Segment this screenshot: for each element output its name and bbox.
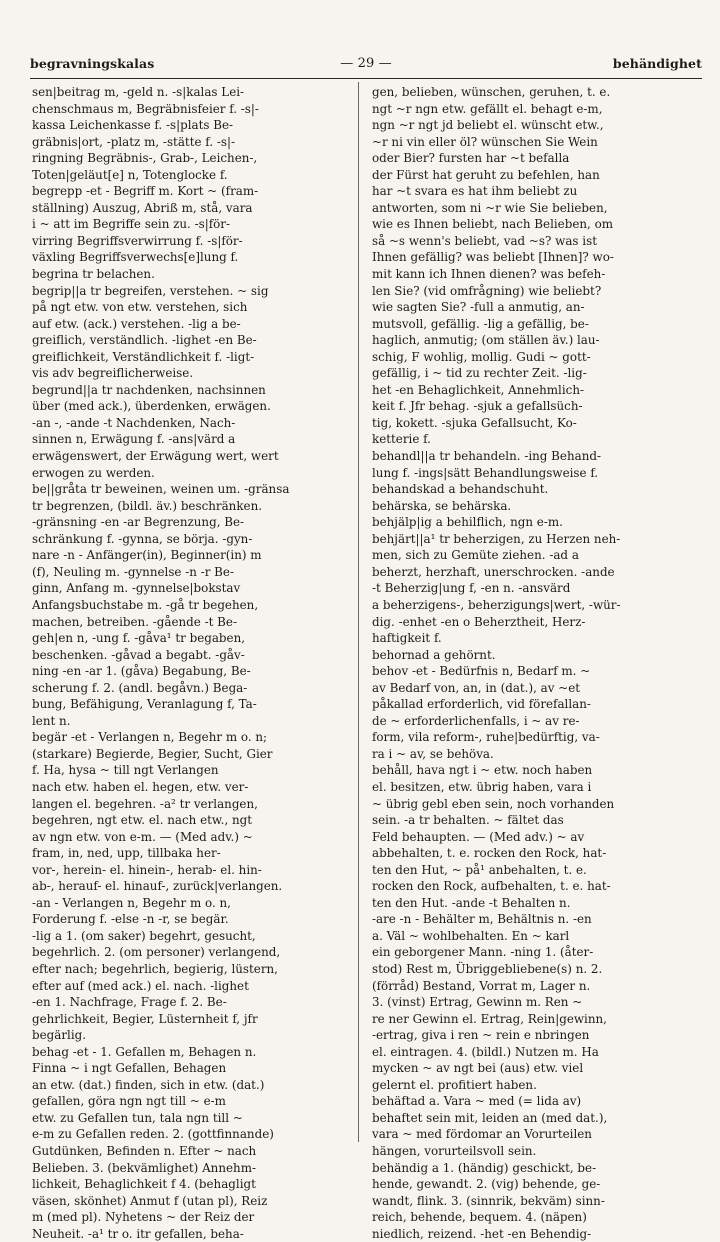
- entry-line: dig. -enhet -en o Beherztheit, Herz-: [372, 614, 586, 629]
- entry-line: behag -et - 1. Gefallen m, Behagen n.: [32, 1044, 257, 1059]
- entry-line: a beherzigens-, beherzigungs|wert, -wür-: [372, 597, 621, 612]
- entry-line: über (med ack.), überdenken, erwägen.: [32, 399, 271, 414]
- entry-line: der Fürst hat geruht zu befehlen, han: [372, 167, 600, 182]
- entry-line: 3. (vinst) Ertrag, Gewinn m. Ren ~: [372, 995, 583, 1010]
- entry-line: reich, behende, bequem. 4. (näpen): [372, 1210, 587, 1225]
- entry-line: kassa Leichenkasse f. -s|plats Be-: [32, 118, 234, 133]
- entry-line: begär -et - Verlangen n, Begehr m o. n;: [32, 730, 268, 745]
- entry-line: (f), Neuling m. -gynnelse -n -r Be-: [32, 564, 234, 579]
- entry-line: Belieben. 3. (bekvämlighet) Annehm-: [32, 1160, 256, 1175]
- entry-line: ngn ~r ngt jd beliebt el. wünscht etw.,: [372, 118, 604, 133]
- entry-line: av Bedarf von, an, in (dat.), av ~et: [372, 680, 581, 695]
- entry-line: ab-, herauf- el. hinauf-, zurück|verlangen.: [32, 879, 283, 894]
- entry-line: stod) Rest m, Übriggebliebene(s) n. 2.: [372, 961, 603, 976]
- entry-line: begehren, ngt etw. el. nach etw., ngt: [32, 813, 253, 828]
- entry-line: form, vila reform-, ruhe|bedürftig, va-: [372, 730, 600, 745]
- entry-line: a. Väl ~ wohlbehalten. En ~ karl: [372, 928, 570, 943]
- entry-line: Feld behaupten. — (Med adv.) ~ av: [372, 829, 585, 844]
- entry-line: auf etw. (ack.) verstehen. -lig a be-: [32, 316, 241, 331]
- entry-line: Anfangsbuchstabe m. -gå tr begehen,: [32, 597, 259, 612]
- entry-line: begrepp -et - Begriff m. Kort ~ (fram-: [32, 184, 259, 199]
- entry-line: ginn, Anfang m. -gynnelse|bokstav: [32, 581, 241, 596]
- entry-line: -an - Verlangen n, Begehr m o. n,: [32, 895, 231, 910]
- entry-line: oder Bier? fursten har ~t befalla: [372, 151, 570, 166]
- entry-line: av ngn etw. von e-m. — (Med adv.) ~: [32, 829, 253, 844]
- entry-line: i ~ att im Begriffe sein zu. -s|för-: [32, 217, 230, 232]
- entry-line: keit f. Jfr behag. -sjuk a gefallsüch-: [372, 399, 583, 414]
- entry-line: vara ~ med fördomar an Vorurteilen: [372, 1127, 592, 1142]
- entry-line: lichkeit, Behaglichkeit f 4. (behagligt: [32, 1177, 256, 1192]
- entry-line: e-m zu Gefallen reden. 2. (gottfinnande): [32, 1127, 274, 1142]
- entry-line: vis adv begreiflicherweise.: [32, 366, 194, 381]
- entry-line: Neuheit. -a¹ tr o. itr gefallen, beha-: [32, 1226, 244, 1241]
- entry-line: behjärt||a¹ tr beherzigen, zu Herzen neh-: [372, 531, 621, 546]
- entry-line: ein geborgener Mann. -ning 1. (åter-: [372, 945, 594, 960]
- entry-line: de ~ erforderlichenfalls, i ~ av re-: [372, 713, 580, 728]
- entry-line: hängen, vorurteilsvoll sein.: [372, 1144, 537, 1158]
- entry-line: begrip||a tr begreifen, verstehen. ~ sig: [32, 283, 269, 298]
- entry-line: beherzt, herzhaft, unerschrocken. -ande: [372, 564, 615, 579]
- entry-line: ten den Hut. -ande -t Behalten n.: [372, 895, 571, 910]
- left-column: [32, 84, 352, 1242]
- entry-line: begehrlich. 2. (om personer) verlangend,: [32, 945, 281, 960]
- entry-line: erwogen zu werden.: [32, 465, 155, 480]
- entry-line: Finna ~ i ngt Gefallen, Behagen: [32, 1061, 227, 1076]
- entry-line: behändig a 1. (händig) geschickt, be-: [372, 1160, 597, 1175]
- entry-line: -lig a 1. (om saker) begehrt, gesucht,: [32, 928, 256, 943]
- entry-line: het -en Behaglichkeit, Annehmlich-: [372, 382, 584, 397]
- entry-line: gefällig, i ~ tid zu rechter Zeit. -lig-: [372, 366, 587, 381]
- entry-line: nare -n - Anfänger(in), Beginner(in) m: [32, 548, 262, 563]
- entry-line: tig, kokett. -sjuka Gefallsucht, Ko-: [372, 415, 577, 430]
- page-number: — 29 —: [340, 56, 392, 71]
- entry-line: lung f. -ings|sätt Behandlungsweise f.: [372, 465, 599, 480]
- header-first-headword: begravningskalas: [30, 56, 155, 71]
- entry-line: påkallad erforderlich, vid förefallan-: [372, 697, 591, 712]
- entry-line: behåll, hava ngt i ~ etw. noch haben: [372, 763, 593, 778]
- entry-line: gräbnis|ort, -platz m, -stätte f. -s|-: [32, 134, 235, 149]
- entry-line: begrund||a tr nachdenken, nachsinnen: [32, 382, 266, 397]
- entry-line: gefallen, göra ngn ngt till ~ e-m: [32, 1094, 226, 1109]
- entry-line: -ertrag, giva i ren ~ rein e nbringen: [372, 1028, 590, 1043]
- entry-line: ning -en -ar 1. (gåva) Begabung, Be-: [32, 664, 251, 679]
- entry-line: begärlig.: [32, 1028, 87, 1043]
- entry-line: så ~s wenn's beliebt, vad ~s? was ist: [372, 233, 597, 248]
- entry-line: wandt, flink. 3. (sinnrik, bekväm) sinn-: [372, 1193, 605, 1208]
- entry-line: nach etw. haben el. hegen, etw. ver-: [32, 779, 249, 794]
- entry-line: gehrlichkeit, Begier, Lüsternheit f, jfr: [32, 1011, 258, 1026]
- entry-line: greiflich, verständlich. -lighet -en Be-: [32, 333, 257, 348]
- entry-line: begrina tr belachen.: [32, 267, 155, 282]
- entry-line: vor-, herein- el. hinein-, herab- el. hin-: [32, 862, 262, 877]
- entry-line: lent n.: [32, 713, 71, 728]
- entry-line: behandskad a behandschuht.: [372, 482, 549, 497]
- entry-line: Forderung f. -else -n -r, se begär.: [32, 912, 229, 927]
- entry-line: schränkung f. -gynna, se börja. -gyn-: [32, 531, 253, 546]
- entry-line: -en 1. Nachfrage, Frage f. 2. Be-: [32, 995, 227, 1010]
- entry-line: antworten, som ni ~r wie Sie belieben,: [372, 200, 608, 215]
- entry-line: väsen, skönhet) Anmut f (utan pl), Reiz: [32, 1193, 268, 1208]
- entry-line: behärska, se behärska.: [372, 498, 512, 513]
- entry-line: mit kann ich Ihnen dienen? was befeh-: [372, 267, 606, 282]
- entry-line: niedlich, reizend. -het -en Behendig-: [372, 1226, 592, 1241]
- entry-line: efter nach; begehrlich, begierig, lüstern,: [32, 961, 278, 976]
- entry-line: ställning) Auszug, Abriß m, stå, vara: [32, 200, 253, 215]
- entry-line: hende, gewandt. 2. (vig) behende, ge-: [372, 1177, 601, 1192]
- entry-line: tr begrenzen, (bildl. äv.) beschränken.: [32, 498, 263, 513]
- entry-line: (förråd) Bestand, Vorrat m, Lager n.: [372, 978, 591, 993]
- entry-line: ra i ~ av, se behöva.: [372, 746, 494, 761]
- entry-line: wie sagten Sie? -full a anmutig, an-: [372, 300, 585, 315]
- entry-line: el. eintragen. 4. (bildl.) Nutzen m. Ha: [372, 1044, 599, 1059]
- entry-line: gen, belieben, wünschen, geruhen, t. e.: [372, 85, 611, 99]
- entry-line: langen el. begehren. -a² tr verlangen,: [32, 796, 258, 811]
- entry-line: scherung f. 2. (andl. begåvn.) Bega-: [32, 680, 248, 695]
- entry-line: -are -n - Behälter m, Behältnis n. -en: [372, 912, 592, 927]
- right-column: [372, 84, 692, 1242]
- entry-line: ten den Hut, ~ på¹ anbehalten, t. e.: [372, 862, 587, 877]
- entry-line: virring Begriffsverwirrung f. -s|för-: [32, 233, 243, 248]
- entry-line: har ~t svara es hat ihm beliebt zu: [372, 184, 578, 199]
- entry-line: -gränsning -en -ar Begrenzung, Be-: [32, 515, 245, 530]
- entry-line: el. besitzen, etw. übrig haben, vara i: [372, 779, 592, 794]
- entry-line: rocken den Rock, aufbehalten, t. e. hat-: [372, 879, 611, 894]
- entry-line: fram, in, ned, upp, tillbaka her-: [32, 846, 221, 861]
- entry-line: Toten|geläut[e] n, Totenglocke f.: [32, 167, 228, 182]
- entry-line: schig, F wohlig, mollig. Gudi ~ gott-: [372, 349, 591, 364]
- entry-line: an etw. (dat.) finden, sich in etw. (dat.): [32, 1077, 265, 1092]
- entry-line: etw. zu Gefallen tun, tala ngn till ~: [32, 1110, 243, 1125]
- entry-line: greiflichkeit, Verständlichkeit f. -ligt-: [32, 349, 255, 364]
- entry-line: chenschmaus m, Begräbnisfeier f. -s|-: [32, 101, 259, 116]
- entry-line: men, sich zu Gemüte ziehen. -ad a: [372, 548, 579, 563]
- entry-line: behjälp|ig a behilflich, ngn e-m.: [372, 515, 563, 530]
- entry-line: gelernt el. profitiert haben.: [372, 1077, 537, 1092]
- entry-line: behov -et - Bedürfnis n, Bedarf m. ~: [372, 664, 591, 679]
- entry-line: sein. -a tr behalten. ~ fältet das: [372, 813, 564, 828]
- entry-line: Ihnen gefällig? was beliebt [Ihnen]? wo-: [372, 250, 614, 265]
- entry-line: ketterie f.: [372, 432, 431, 447]
- entry-line: -an -, -ande -t Nachdenken, Nach-: [32, 415, 236, 430]
- column-divider: [358, 82, 359, 1142]
- entry-line: abbehalten, t. e. rocken den Rock, hat-: [372, 846, 607, 861]
- entry-line: ngt ~r ngn etw. gefällt el. behagt e-m,: [372, 101, 603, 116]
- entry-line: len Sie? (vid omfrågning) wie beliebt?: [372, 283, 602, 298]
- entry-line: haglich, anmutig; (om ställen äv.) lau-: [372, 333, 600, 348]
- entry-line: Gutdünken, Befinden n. Efter ~ nach: [32, 1144, 257, 1158]
- entry-line: sinnen n, Erwägung f. -ans|värd a: [32, 432, 236, 447]
- entry-line: beschenken. -gåvad a begabt. -gåv-: [32, 647, 245, 662]
- entry-line: re ner Gewinn el. Ertrag, Rein|gewinn,: [372, 1011, 607, 1026]
- entry-line: behaftet sein mit, leiden an (med dat.),: [372, 1110, 608, 1125]
- entry-line: haftigkeit f.: [372, 631, 442, 646]
- page-header: [30, 56, 702, 76]
- entry-line: växling Begriffsverwechs[e]lung f.: [32, 250, 239, 265]
- entry-line: efter auf (med ack.) el. nach. -lighet: [32, 978, 249, 993]
- entry-line: mycken ~ av ngt bei (aus) etw. viel: [372, 1061, 584, 1076]
- entry-line: f. Ha, hysa ~ till ngt Verlangen: [32, 763, 219, 778]
- entry-line: machen, betreiben. -gående -t Be-: [32, 614, 237, 629]
- entry-line: ~ übrig gebl eben sein, noch vorhanden: [372, 796, 615, 811]
- entry-line: bung, Befähigung, Veranlagung f, Ta-: [32, 697, 257, 712]
- entry-line: m (med pl). Nyhetens ~ der Reiz der: [32, 1210, 255, 1225]
- entry-line: ringning Begräbnis-, Grab-, Leichen-,: [32, 151, 258, 166]
- entry-line: erwägenswert, der Erwägung wert, wert: [32, 449, 279, 464]
- entry-line: behornad a gehörnt.: [372, 647, 496, 662]
- entry-line: på ngt etw. von etw. verstehen, sich: [32, 300, 248, 315]
- entry-line: mutsvoll, gefällig. -lig a gefällig, be-: [372, 316, 589, 331]
- entry-line: behäftad a. Vara ~ med (= lida av): [372, 1094, 582, 1109]
- header-rule: [30, 78, 702, 79]
- entry-line: (starkare) Begierde, Begier, Sucht, Gier: [32, 746, 273, 761]
- entry-line: wie es Ihnen beliebt, nach Belieben, om: [372, 217, 614, 232]
- entry-line: behandl||a tr behandeln. -ing Behand-: [372, 449, 601, 464]
- entry-line: sen|beitrag m, -geld n. -s|kalas Lei-: [32, 85, 245, 99]
- entry-line: be||gråta tr beweinen, weinen um. -gränsa: [32, 482, 290, 497]
- header-last-headword: behändighet: [612, 56, 702, 71]
- entry-line: geh|en n, -ung f. -gåva¹ tr begaben,: [32, 631, 246, 646]
- entry-line: -t Beherzig|ung f, -en n. -ansvärd: [372, 581, 571, 596]
- entry-line: ~r ni vin eller öl? wünschen Sie Wein: [372, 134, 598, 149]
